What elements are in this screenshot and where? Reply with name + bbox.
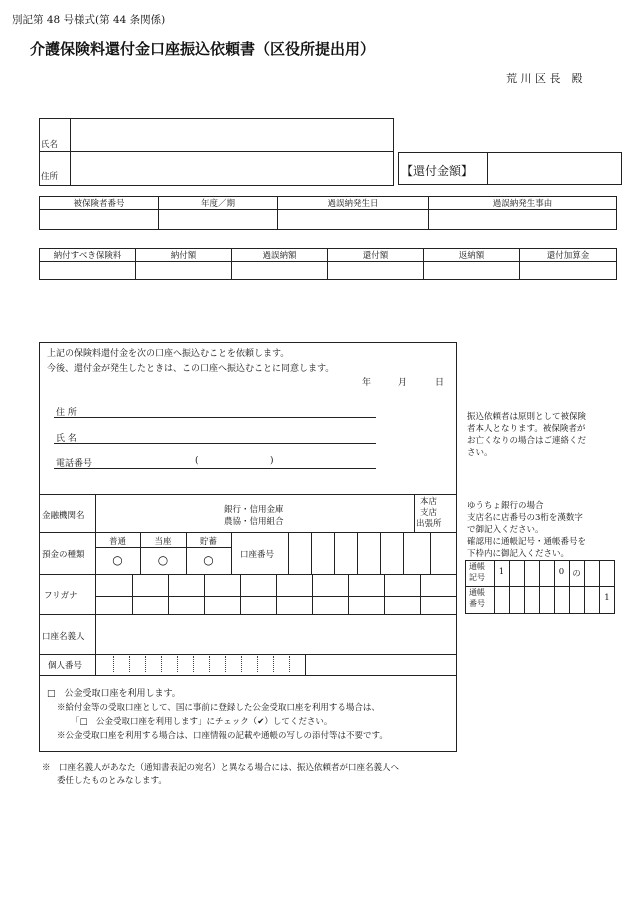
address-label: 住所	[41, 172, 59, 182]
address-field[interactable]	[72, 153, 390, 184]
side-note-line-3: お亡くなりの場合はご連絡くだ	[467, 436, 587, 446]
date-month: 月	[398, 378, 408, 388]
yucho-note-line-4: 確認用に通帳記号・通帳番号を	[467, 537, 587, 547]
passbook-number-label-1: 通帳	[469, 588, 485, 597]
requester-name-field[interactable]	[100, 427, 374, 442]
date-day: 日	[435, 378, 445, 388]
requester-name-label: 氏 名	[56, 434, 77, 444]
bank-name-field[interactable]	[97, 496, 212, 530]
overpaid-amount-cell[interactable]	[232, 262, 328, 280]
requester-phone-label: 電話番号	[56, 459, 93, 469]
header-return-amount: 返納額	[424, 249, 520, 262]
paid-amount-cell[interactable]	[136, 262, 232, 280]
furigana-label: フリガナ	[44, 591, 78, 601]
return-amount-cell[interactable]	[424, 262, 520, 280]
header-paid-amount: 納付額	[136, 249, 232, 262]
passbook-number-digit-1: 1	[604, 593, 610, 603]
insured-number-cell[interactable]	[40, 210, 159, 230]
deposit-savings-radio[interactable]: ○	[203, 553, 214, 567]
refund-amount-field[interactable]	[490, 154, 620, 183]
yucho-note-line-5: 下枠内に御記入ください。	[467, 549, 570, 559]
requester-address-label: 住 所	[56, 408, 77, 418]
refund-interest-cell[interactable]	[520, 262, 617, 280]
bank-type-line-2: 農協・信用組合	[224, 517, 284, 527]
request-line-2: 今後、還付金が発生したときは、この口座へ振込むことに同意します。	[47, 364, 335, 374]
passbook-symbol-digit-0: 0	[558, 567, 565, 577]
refund-amount-label: 【還付金額】	[401, 164, 474, 178]
account-holder-field[interactable]	[97, 616, 455, 652]
yucho-note-line-3: で御記入ください。	[467, 525, 544, 535]
passbook-symbol-digit-1: 1	[498, 567, 505, 577]
individual-number-label: 個人番号	[48, 661, 83, 671]
branch-type-branch: 支店	[420, 508, 438, 518]
header-insured-number: 被保険者番号	[40, 197, 159, 210]
insured-info-table	[39, 196, 617, 230]
refund-amount-cell[interactable]	[328, 262, 424, 280]
public-account-note-3: ※公金受取口座を利用する場合は、口座情報の記載や通帳の写しの添付等は不要です。	[57, 731, 388, 741]
passbook-symbol-no: の	[572, 569, 581, 579]
public-account-note-2: 「□ 公金受取口座を利用します」にチェック（✔）してください。	[71, 717, 333, 727]
phone-paren-close: )	[270, 456, 274, 466]
yucho-note-line-1: ゆうちょ銀行の場合	[467, 501, 544, 511]
footnote-line-1: ※ 口座名義人があなた（通知書表記の宛名）と異なる場合には、振込依頼者が口座名義人へ	[42, 763, 400, 773]
requester-phone-field[interactable]	[108, 452, 374, 467]
deposit-type-label: 預金の種類	[42, 550, 85, 560]
yucho-note-line-2: 支店名に店番号の3桁を漢数字	[467, 513, 583, 523]
side-note-line-1: 振込依頼者は原則として被保険	[467, 412, 587, 422]
form-number: 別記第 48 号様式(第 44 条関係)	[12, 14, 166, 26]
header-overpaid-amount: 過誤納額	[232, 249, 328, 262]
addressee: 荒 川 区 長 殿	[506, 72, 583, 85]
name-field[interactable]	[72, 120, 390, 149]
public-account-note-1: ※給付金等の受取口座として、国に事前に登録した公金受取口座を利用する場合は、	[57, 703, 380, 713]
header-overpay-reason: 過誤納発生事由	[429, 197, 617, 210]
side-note-line-2: 者本人となります。被保険者が	[467, 424, 586, 434]
individual-number-field[interactable]	[97, 655, 304, 673]
header-premium-due: 納付すべき保険料	[40, 249, 136, 262]
page-title: 介護保険料還付金口座振込依頼書（区役所提出用）	[30, 40, 376, 58]
passbook-symbol-label-2: 記号	[469, 573, 485, 582]
account-holder-label: 口座名義人	[42, 632, 85, 642]
furigana-field[interactable]	[96, 575, 455, 613]
header-refund-interest: 還付加算金	[520, 249, 617, 262]
date-year: 年	[362, 378, 372, 388]
deposit-option-ordinary-label: 普通	[108, 537, 126, 547]
header-year-period: 年度／期	[159, 197, 278, 210]
deposit-current-radio[interactable]: ○	[157, 553, 169, 567]
public-account-checkbox-line[interactable]: □ 公金受取口座を利用します。	[47, 689, 181, 699]
passbook-grid	[465, 560, 615, 614]
request-line-1: 上記の保険料還付金を次の口座へ振込むことを依頼します。	[47, 349, 290, 359]
premium-due-cell[interactable]	[40, 262, 136, 280]
side-note-line-4: さい。	[467, 448, 493, 458]
branch-type-office: 出張所	[416, 519, 442, 529]
branch-type-main: 本店	[420, 497, 438, 507]
account-number-field[interactable]	[289, 533, 455, 573]
header-refund-amount: 還付額	[328, 249, 424, 262]
payment-table	[39, 248, 617, 280]
bank-name-label: 金融機関名	[42, 511, 85, 521]
passbook-number-label-2: 番号	[469, 599, 485, 608]
requester-address-field[interactable]	[100, 401, 374, 416]
passbook-symbol-label-1: 通帳	[469, 562, 485, 571]
deposit-option-savings-label: 貯蓄	[199, 537, 217, 547]
deposit-ordinary-radio[interactable]: ○	[112, 553, 123, 567]
overpay-date-cell[interactable]	[278, 210, 429, 230]
bank-type-line-1: 銀行・信用金庫	[224, 505, 284, 515]
name-label: 氏名	[41, 140, 59, 150]
deposit-option-current-label: 当座	[154, 537, 172, 547]
overpay-reason-cell[interactable]	[429, 210, 617, 230]
year-period-cell[interactable]	[159, 210, 278, 230]
account-number-label: 口座番号	[240, 550, 275, 560]
phone-paren-open: (	[195, 456, 199, 466]
footnote-line-2: 委任したものとみなします。	[57, 776, 167, 786]
header-overpay-date: 過誤納発生日	[278, 197, 429, 210]
branch-name-field[interactable]	[310, 496, 412, 530]
